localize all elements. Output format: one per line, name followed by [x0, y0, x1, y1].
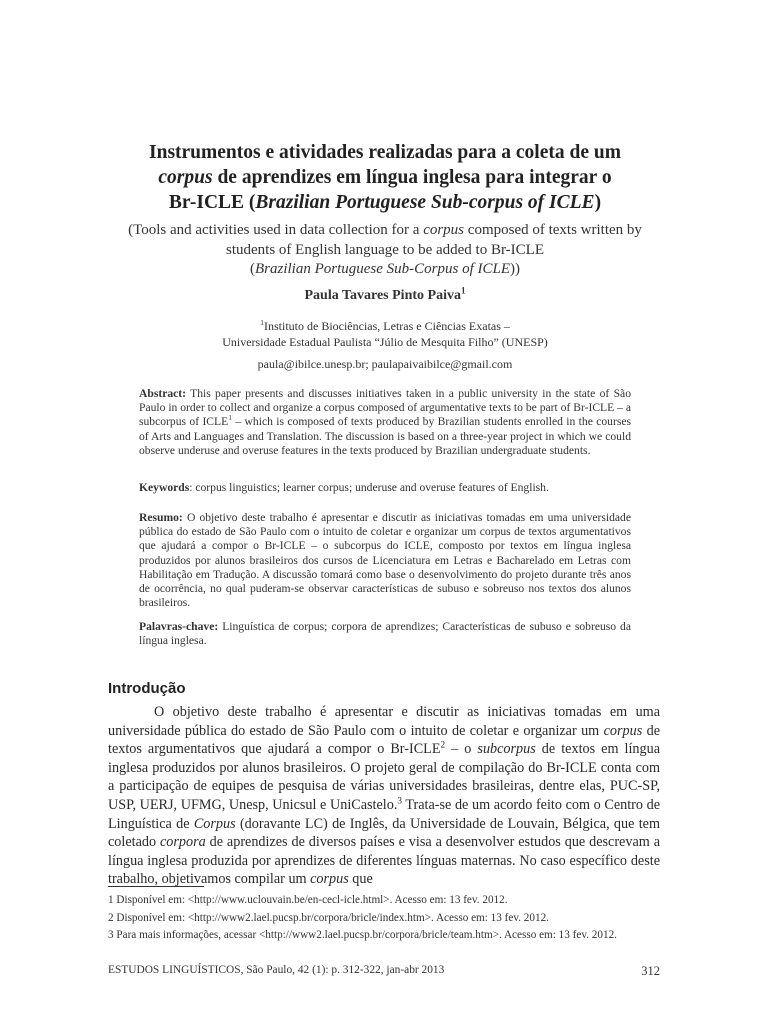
subtitle-italic-name: Brazilian Portuguese Sub-Corpus of ICLE: [254, 261, 510, 277]
footnote-divider: [108, 886, 204, 887]
journal-citation: ESTUDOS LINGUÍSTICOS, São Paulo, 42 (1): p. 312-322, jan-abr 2013: [108, 964, 445, 976]
body-segment-3: – o: [445, 741, 478, 758]
subtitle-part-2: composed of texts written by students of English language to be added to Br-ICLE: [226, 222, 642, 258]
abstract-text-2: – which is composed of texts produced by Brazilian students enrolled in the courses of Arts and Languages and Translation. The discussion is based on a three-year project in which we could observe underuse and overuse features in the texts produced by Brazilian undergraduate students.: [139, 415, 632, 457]
title-line-1: Instrumentos e atividades realizadas para a coleta de um: [149, 142, 621, 163]
body-segment-4: de textos em língua inglesa produzidos por alunos brasileiros. O projeto geral de compilação do Br-ICLE conta com a participação de equipes de pesquisa de várias universidades brasileiras, dentre elas, PUC-SP, USP, UERJ, UFMG, Unesp, Unicsul e UniCastelo.: [108, 741, 661, 813]
keywords-text: : corpus linguistics; learner corpus; underuse and overuse features of English.: [189, 481, 549, 494]
author-name-text: Paula Tavares Pinto Paiva: [304, 288, 461, 303]
body-segment-1: O objetivo deste trabalho é apresentar e discutir as iniciativas tomadas em uma universidade pública do estado de São Paulo com o intuito de coletar e organizar um: [108, 704, 660, 739]
subtitle-part-1: (Tools and activities used in data collection for a: [128, 222, 424, 238]
footnote: 2 Disponível em: <http://www2.lael.pucsp.br/corpora/bricle/index.htm>. Acesso em: 13 fev. 2012.: [108, 911, 549, 924]
page-number: 312: [641, 964, 660, 978]
body-segment-7: de aprendizes de diversos países e visa a desenvolver estudos que descrevam a língua inglesa produzida por aprendizes de diferentes línguas maternas. No caso específico deste trabalho, objetivamos compilar um: [108, 834, 660, 888]
page-footer: [108, 964, 660, 976]
resumo-label: Resumo:: [139, 511, 183, 524]
keywords-label: Keywords: [139, 481, 190, 494]
abstract-text-1: This paper presents and discusses initiatives taken in a public university in the state of São Paulo in order to collect and organize a corpus composed of argumentative texts to be part of Br-ICLE – a subcorpus of ICLE: [139, 387, 631, 429]
section-heading-introducao: Introdução: [108, 680, 186, 697]
affiliation-line-2: Universidade Estadual Paulista “Júlio de Mesquita Filho” (UNESP): [222, 335, 548, 349]
title-line-2: de aprendizes em língua inglesa para integrar o: [212, 167, 612, 188]
body-segment-8: que: [348, 871, 373, 888]
body-footnote-mark-3: 3: [397, 795, 402, 806]
title-corpus-italic: corpus: [158, 167, 213, 188]
title-line-3-italic: Brazilian Portuguese Sub-corpus of ICLE: [255, 192, 595, 213]
body-italic-5: corpus: [310, 871, 349, 888]
abstract-label: Abstract:: [139, 387, 187, 400]
english-title: [110, 221, 660, 280]
body-italic-4: corpora: [159, 834, 206, 851]
footnotes: [108, 892, 668, 945]
palavras-chave-text: Linguística de corpus; corpora de aprendizes; Características de subuso e sobreuso da língua inglesa.: [139, 620, 631, 648]
title-line-3-start: Br-ICLE (: [168, 192, 256, 213]
author-affiliation: [110, 318, 660, 350]
author-name: [110, 285, 660, 304]
keywords: [139, 481, 631, 495]
footnote: 1 Disponível em: <http://www.uclouvain.be/en-cecl-icle.html>. Acesso em: 13 fev. 2012.: [108, 894, 508, 906]
palavras-chave-label: Palavras-chave:: [139, 620, 219, 633]
resumo-text: O objetivo deste trabalho é apresentar e discutir as iniciativas tomadas em uma universidade pública do estado de São Paulo com o intuito de coletar e organizar um corpus de textos argumentativos que ajudará a compor o Br-ICLE – o subcorpus do ICLE, composto por textos em língua inglesa produzidos por alunos brasileiros dos cursos de Licenciatura em Letras e Bacharelado em Letras com Habilitação em Tradução. A discussão tomará como base o desenvolvimento do projeto durante três anos de ocorrência, no qual puderam-se observar características de subuso e sobreuso nos textos dos alunos brasileiros.: [139, 511, 631, 610]
subtitle-part-4: )): [510, 261, 520, 277]
body-italic-2: subcorpus: [477, 741, 536, 758]
author-emails: paula@ibilce.unesp.br; paulapaivaibilce@gmail.com: [257, 357, 513, 371]
abstract-footnote-mark: 1: [228, 413, 232, 423]
body-italic-1: corpus: [603, 722, 643, 739]
body-segment-2: de textos argumentativos que ajudará a compor o Br-ICLE: [108, 722, 660, 758]
author-footnote-mark: 1: [460, 285, 466, 296]
body-segment-6: (doravante LC) de Inglês, da Universidade de Louvain, Bélgica, que tem coletado: [108, 815, 660, 851]
title-line-3-end: ): [594, 192, 602, 213]
subtitle-part-3: (: [249, 261, 255, 277]
body-segment-5: Trata-se de um acordo feito com o Centro de Linguística de: [108, 796, 660, 832]
footnote: 3 Para mais informações, acessar <http://www2.lael.pucsp.br/corpora/bricle/team.htm>. Acesso em: 13 fev. 2012.: [108, 929, 617, 941]
subtitle-italic-corpus: corpus: [423, 222, 465, 238]
body-italic-3: Corpus: [193, 815, 236, 832]
affiliation-line-1: Instituto de Biociências, Letras e Ciências Exatas –: [263, 319, 510, 333]
palavras-chave: [139, 620, 631, 648]
resumo: [139, 511, 631, 610]
abstract: [139, 387, 631, 458]
article-title: [110, 140, 660, 215]
introduction-paragraph: [108, 703, 660, 889]
affiliation-mark: 1: [260, 318, 264, 327]
body-footnote-mark-2: 2: [440, 739, 446, 750]
